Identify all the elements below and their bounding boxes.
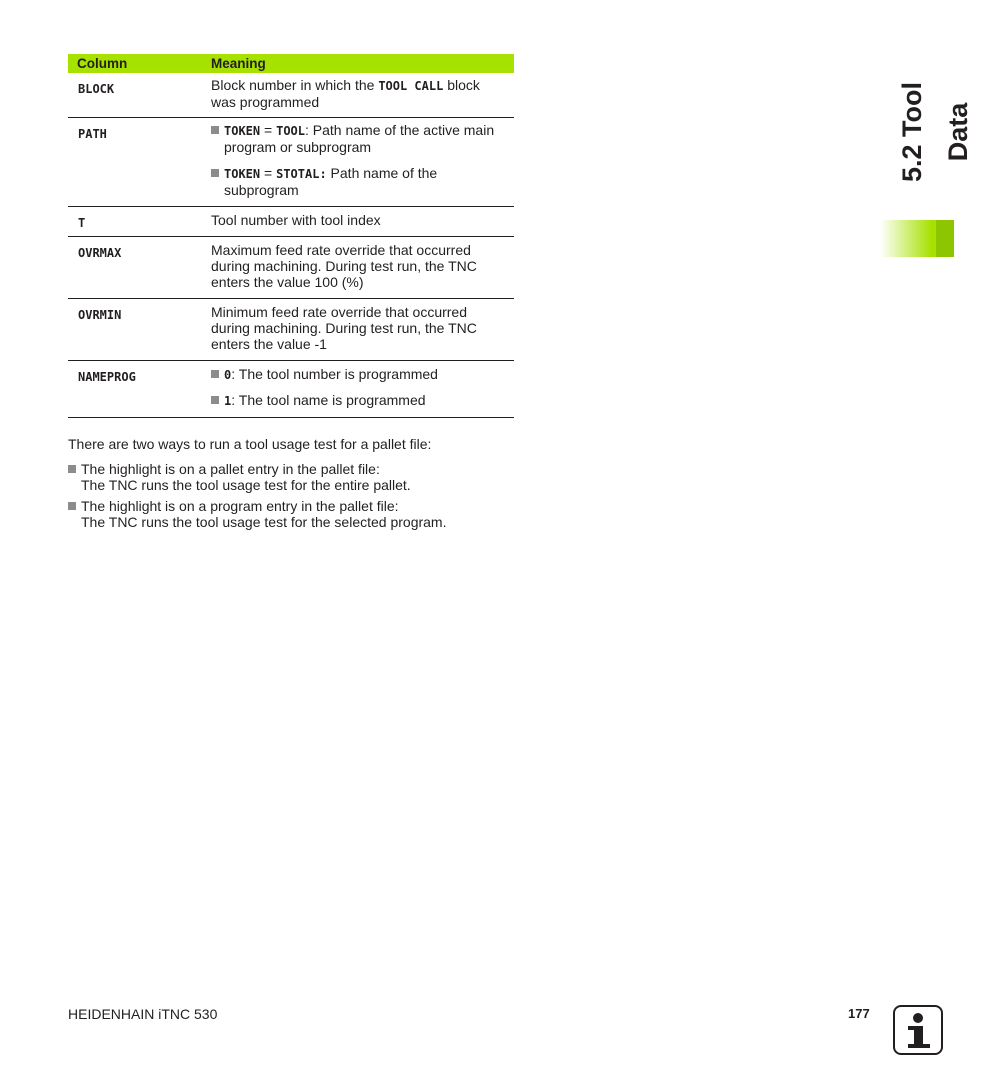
list-item [211, 122, 508, 155]
info-icon [893, 1005, 943, 1055]
chapter-tab-edge [936, 220, 954, 257]
meaning-text: Path name of the subprogram [224, 165, 438, 198]
meaning-text: : The tool number is programmed [231, 366, 438, 382]
list-item [68, 461, 446, 493]
code-keyword: TOKEN [224, 167, 261, 181]
meaning-text: Block number in which the [211, 77, 379, 93]
column-table [68, 54, 514, 418]
page-number: 177 [848, 1006, 870, 1021]
equals-sign: = [260, 122, 277, 138]
header-meaning: Meaning [202, 54, 514, 73]
column-name: BLOCK [78, 82, 115, 96]
intro-paragraph: There are two ways to run a tool usage test for a pallet file: [68, 436, 432, 452]
square-bullet-icon [211, 396, 219, 404]
table-row [68, 361, 514, 418]
meaning-text: : The tool name is programmed [231, 392, 426, 408]
table-row [68, 73, 514, 118]
column-name: PATH [78, 127, 107, 141]
code-keyword: STOTAL: [276, 167, 327, 181]
column-name: NAMEPROG [78, 370, 136, 384]
equals-sign: = [260, 165, 277, 181]
table-header-row [68, 54, 514, 73]
meaning-text: block was programmed [211, 77, 480, 110]
code-keyword: TOKEN [224, 124, 261, 138]
code-keyword: 0 [224, 368, 232, 382]
footer-product: HEIDENHAIN iTNC 530 [68, 1006, 218, 1022]
column-name: OVRMIN [78, 308, 122, 322]
code-keyword: TOOL CALL [378, 79, 444, 93]
meaning-text: Minimum feed rate override that occurred during machining. During test run, the TNC enters the value -1 [211, 304, 477, 352]
chapter-side-title [889, 52, 973, 212]
table-row [68, 118, 514, 207]
square-bullet-icon [68, 502, 76, 510]
table-row [68, 237, 514, 299]
header-column: Column [68, 54, 202, 73]
square-bullet-icon [211, 370, 219, 378]
square-bullet-icon [68, 465, 76, 473]
code-keyword: 1 [224, 394, 232, 408]
column-name: T [78, 216, 86, 230]
list-item [211, 165, 508, 198]
meaning-text: Maximum feed rate override that occurred during machining. During test run, the TNC enters the value 100 (%) [211, 242, 477, 290]
column-name: OVRMAX [78, 246, 122, 260]
square-bullet-icon [211, 126, 219, 134]
chapter-title-text: 5.2 Tool Data [897, 82, 973, 183]
code-keyword: TOOL [276, 124, 305, 138]
meaning-text: Tool number with tool index [211, 212, 381, 228]
table-row [68, 207, 514, 237]
list-item [211, 366, 508, 383]
bullet-list [68, 461, 446, 535]
bullet-line: The TNC runs the tool usage test for the entire pallet. [81, 477, 411, 493]
square-bullet-icon [211, 169, 219, 177]
meaning-text: : Path name of the active main program or subprogram [224, 122, 495, 155]
bullet-line: The highlight is on a pallet entry in the pallet file: [81, 461, 380, 477]
list-item [68, 498, 446, 530]
bullet-line: The highlight is on a program entry in the pallet file: [81, 498, 399, 514]
table-row [68, 299, 514, 361]
list-item [211, 392, 508, 409]
bullet-line: The TNC runs the tool usage test for the selected program. [81, 514, 447, 530]
